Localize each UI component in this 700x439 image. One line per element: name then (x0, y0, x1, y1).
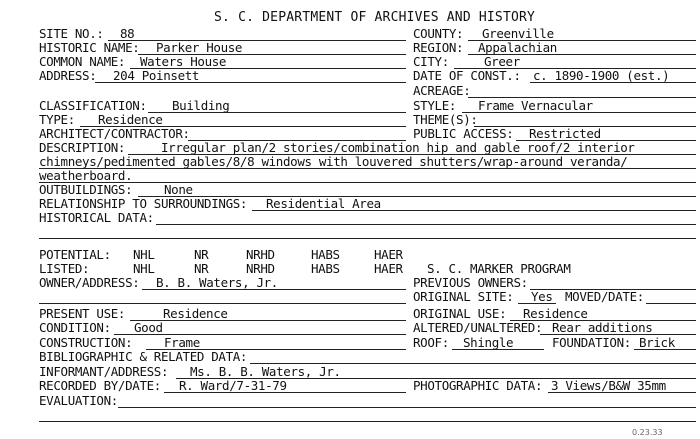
foundation-rule (634, 349, 696, 350)
architect-label: ARCHITECT/CONTRACTOR: (39, 126, 190, 141)
description-rule-2 (39, 168, 696, 169)
city-value: Greer (484, 54, 520, 69)
date-of-const-value: c. 1890-1900 (est.) (533, 68, 670, 83)
city-label: CITY: (413, 54, 449, 69)
historic-name-value: Parker House (156, 40, 243, 55)
county-label: COUNTY: (413, 26, 464, 41)
classification-label: CLASSIFICATION: (39, 98, 147, 113)
potential-label: POTENTIAL: (39, 247, 111, 262)
present-use-rule (130, 320, 406, 321)
listed-nrhd: NRHD (246, 261, 275, 276)
date-of-const-rule (530, 82, 696, 83)
listed-nhl: NHL (133, 261, 155, 276)
description-rule-3 (39, 182, 696, 183)
address-value: 204 Poinsett (113, 68, 200, 83)
relationship-label: RELATIONSHIP TO SURROUNDINGS: (39, 196, 248, 211)
potential-nrhd: NRHD (246, 247, 275, 262)
date-of-const-label: DATE OF CONST.: (413, 68, 521, 83)
region-value: Appalachian (478, 40, 557, 55)
present-use-label: PRESENT USE: (39, 306, 126, 321)
common-name-value: Waters House (140, 54, 227, 69)
original-site-rule (518, 303, 556, 304)
evaluation-label: EVALUATION: (39, 393, 118, 408)
informant-value: Ms. B. B. Waters, Jr. (190, 364, 341, 379)
potential-haer: HAER (374, 247, 403, 262)
listed-nr: NR (194, 261, 209, 276)
original-site-label: ORIGINAL SITE: (413, 289, 514, 304)
owner-address-label: OWNER/ADDRESS: (39, 275, 140, 290)
construction-label: CONSTRUCTION: (39, 335, 133, 350)
type-value: Residence (98, 112, 163, 127)
classification-value: Building (172, 98, 230, 113)
type-label: TYPE: (39, 112, 75, 127)
condition-label: CONDITION: (39, 320, 111, 335)
owner-address-rule-2 (39, 303, 406, 304)
recorded-by-value: R. Ward/7-31-79 (179, 378, 287, 393)
listed-habs: HABS (311, 261, 340, 276)
description-label: DESCRIPTION: (39, 140, 126, 155)
original-use-label: ORIGINAL USE: (413, 306, 507, 321)
classification-rule (148, 112, 406, 113)
construction-value: Frame (164, 335, 200, 350)
historical-data-rule-2 (39, 238, 696, 239)
site-no-value: 88 (120, 26, 135, 41)
altered-label: ALTERED/UNALTERED: (413, 320, 543, 335)
relationship-rule (252, 210, 696, 211)
roof-rule (452, 349, 544, 350)
marker-program-label: S. C. MARKER PROGRAM (427, 261, 571, 276)
potential-habs: HABS (311, 247, 340, 262)
moved-date-label: MOVED/DATE: (565, 289, 644, 304)
historical-data-rule (156, 224, 696, 225)
historical-data-label: HISTORICAL DATA: (39, 210, 154, 225)
previous-owners-label: PREVIOUS OWNERS: (413, 275, 528, 290)
recorded-by-label: RECORDED BY/DATE: (39, 378, 161, 393)
roof-label: ROOF: (413, 335, 449, 350)
region-label: REGION: (413, 40, 464, 55)
photographic-data-label: PHOTOGRAPHIC DATA: (413, 378, 543, 393)
potential-nhl: NHL (133, 247, 155, 262)
owner-address-value: B. B. Waters, Jr. (156, 275, 278, 290)
outbuildings-value: None (164, 182, 193, 197)
public-access-label: PUBLIC ACCESS: (413, 126, 514, 141)
style-value: Frame Vernacular (478, 98, 593, 113)
description-line-1: Irregular plan/2 stories/combination hip and gable roof/2 interior (161, 140, 635, 155)
county-value: Greenville (482, 26, 554, 41)
site-no-label: SITE NO.: (39, 26, 104, 41)
address-rule (95, 82, 406, 83)
evaluation-rule-2 (39, 421, 696, 422)
evaluation-rule (118, 407, 696, 408)
altered-value: Rear additions (552, 320, 653, 335)
condition-rule (114, 334, 406, 335)
public-access-value: Restricted (529, 126, 601, 141)
listed-label: LISTED: (39, 261, 90, 276)
owner-address-rule (142, 289, 406, 290)
acreage-label: ACREAGE: (413, 83, 471, 98)
style-rule (462, 112, 696, 113)
present-use-value: Residence (163, 306, 228, 321)
recorded-by-rule (164, 392, 406, 393)
original-site-value: Yes (531, 289, 553, 304)
site-no-rule (108, 40, 406, 41)
foundation-label: FOUNDATION: (552, 335, 631, 350)
historic-name-label: HISTORIC NAME: (39, 40, 140, 55)
photographic-data-value: 3 Views/B&W 35mm (551, 378, 666, 393)
style-label: STYLE: (413, 98, 457, 113)
bibliographic-label: BIBLIOGRAPHIC & RELATED DATA: (39, 349, 248, 364)
form-header: S. C. DEPARTMENT OF ARCHIVES AND HISTORY (214, 10, 536, 25)
informant-label: INFORMANT/ADDRESS: (39, 364, 169, 379)
themes-label: THEME(S): (413, 112, 478, 127)
foundation-value: Brick (639, 335, 675, 350)
corner-mark: 0.23.33 (632, 428, 663, 437)
roof-value: Shingle (463, 335, 514, 350)
condition-value: Good (134, 320, 163, 335)
address-label: ADDRESS: (39, 68, 97, 83)
relationship-value: Residential Area (266, 196, 381, 211)
potential-nr: NR (194, 247, 209, 262)
original-use-value: Residence (523, 306, 588, 321)
common-name-label: COMMON NAME: (39, 54, 126, 69)
description-line-3: weatherboard. (39, 168, 133, 183)
listed-haer: HAER (374, 261, 403, 276)
outbuildings-label: OUTBUILDINGS: (39, 182, 133, 197)
photographic-data-rule (548, 392, 696, 393)
moved-date-rule (646, 303, 696, 304)
description-line-2: chimneys/pedimented gables/8/8 windows with louvered shutters/wrap-around veranda/ (39, 154, 628, 169)
